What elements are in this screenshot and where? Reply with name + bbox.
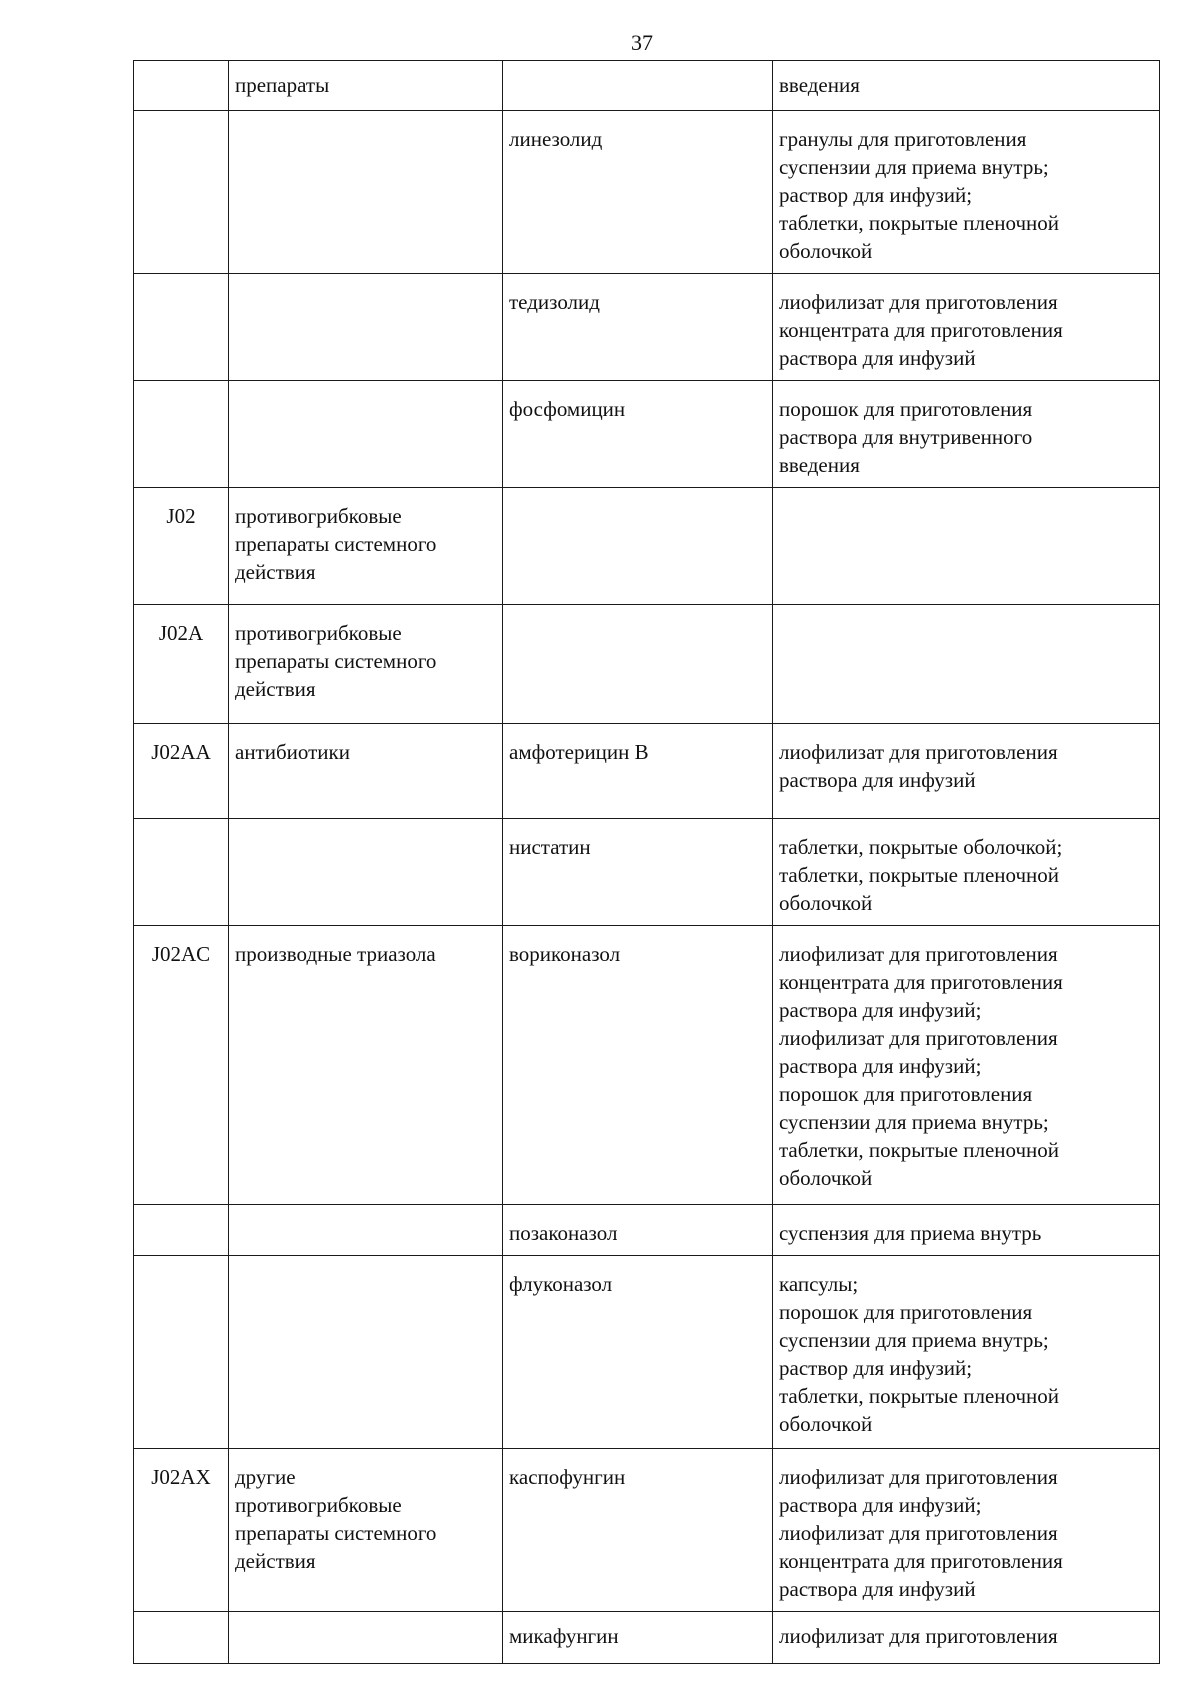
drug-name-cell: флуконазол (503, 1256, 773, 1449)
atc-code-cell (134, 819, 229, 926)
atc-code-cell (134, 1256, 229, 1449)
group-cell: противогрибковые препараты системного действия (229, 605, 503, 724)
atc-code-cell (134, 274, 229, 381)
drug-name-cell: каспофунгин (503, 1449, 773, 1612)
atc-code-cell: J02 (134, 488, 229, 605)
group-cell: противогрибковые препараты системного действия (229, 488, 503, 605)
dosage-form-cell: таблетки, покрытые оболочкой; таблетки, покрытые пленочной оболочкой (773, 819, 1160, 926)
drug-name-cell (503, 605, 773, 724)
group-cell (229, 1256, 503, 1449)
table-row (134, 1449, 1160, 1612)
table-row (134, 111, 1160, 274)
dosage-form-cell: лиофилизат для приготовления концентрата для приготовления раствора для инфузий; лиофилизат для приготовления раствора для инфузий; порошок для приготовления суспензии для приема внутрь; таблетки, покрытые пленочной оболочкой (773, 926, 1160, 1205)
drug-name-cell (503, 488, 773, 605)
drug-name-cell: амфотерицин В (503, 724, 773, 819)
group-cell (229, 1205, 503, 1256)
drug-name-cell: позаконазол (503, 1205, 773, 1256)
drug-name-cell: нистатин (503, 819, 773, 926)
drug-name-cell: микафунгин (503, 1612, 773, 1664)
header-code-cell (134, 61, 229, 111)
dosage-form-cell: гранулы для приготовления суспензии для приема внутрь; раствор для инфузий; таблетки, покрытые пленочной оболочкой (773, 111, 1160, 274)
table-row (134, 381, 1160, 488)
dosage-form-cell (773, 605, 1160, 724)
dosage-form-cell: лиофилизат для приготовления концентрата для приготовления раствора для инфузий (773, 274, 1160, 381)
dosage-form-cell: капсулы; порошок для приготовления суспензии для приема внутрь; раствор для инфузий; таблетки, покрытые пленочной оболочкой (773, 1256, 1160, 1449)
dosage-form-cell: лиофилизат для приготовления раствора для инфузий (773, 724, 1160, 819)
dosage-form-cell: суспензия для приема внутрь (773, 1205, 1160, 1256)
group-cell (229, 274, 503, 381)
drug-name-cell: тедизолид (503, 274, 773, 381)
header-group-cell: препараты (229, 61, 503, 111)
table-row (134, 605, 1160, 724)
atc-code-cell: J02A (134, 605, 229, 724)
atc-code-cell: J02AX (134, 1449, 229, 1612)
group-cell: производные триазола (229, 926, 503, 1205)
table-row (134, 488, 1160, 605)
table-row (134, 1256, 1160, 1449)
group-cell: антибиотики (229, 724, 503, 819)
group-cell (229, 819, 503, 926)
header-drug-cell (503, 61, 773, 111)
atc-code-cell: J02AC (134, 926, 229, 1205)
drug-table (133, 60, 1160, 1664)
table-row (134, 819, 1160, 926)
atc-code-cell (134, 381, 229, 488)
atc-code-cell (134, 1205, 229, 1256)
table-row (134, 724, 1160, 819)
header-form-cell: введения (773, 61, 1160, 111)
dosage-form-cell (773, 488, 1160, 605)
table-row (134, 926, 1160, 1205)
dosage-form-cell: порошок для приготовления раствора для внутривенного введения (773, 381, 1160, 488)
table-row (134, 274, 1160, 381)
page-number: 37 (631, 30, 653, 55)
group-cell (229, 381, 503, 488)
drug-name-cell: линезолид (503, 111, 773, 274)
drug-name-cell: вориконазол (503, 926, 773, 1205)
group-cell (229, 1612, 503, 1664)
table-row (134, 1205, 1160, 1256)
group-cell (229, 111, 503, 274)
group-cell: другие противогрибковые препараты системного действия (229, 1449, 503, 1612)
drug-name-cell: фосфомицин (503, 381, 773, 488)
atc-code-cell (134, 1612, 229, 1664)
dosage-form-cell: лиофилизат для приготовления раствора для инфузий; лиофилизат для приготовления концентрата для приготовления раствора для инфузий (773, 1449, 1160, 1612)
table-header-row (134, 61, 1160, 111)
atc-code-cell: J02AA (134, 724, 229, 819)
atc-code-cell (134, 111, 229, 274)
table-row (134, 1612, 1160, 1664)
dosage-form-cell: лиофилизат для приготовления (773, 1612, 1160, 1664)
